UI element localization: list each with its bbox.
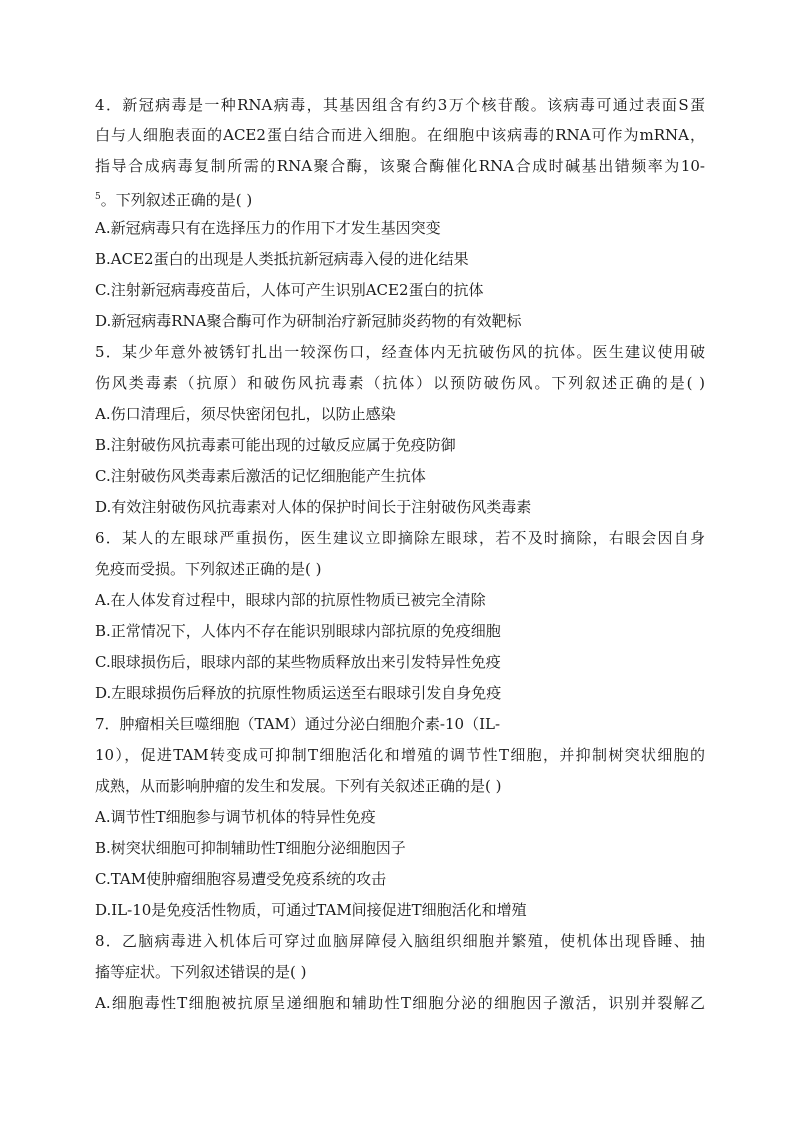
q7-option-d: D.IL-10是免疫活性物质，可通过TAM间接促进T细胞活化和增殖	[95, 901, 527, 919]
q8-line-2: 搐等症状。下列叙述错误的是( )	[95, 963, 307, 981]
q6-line-1: 6．某人的左眼球严重损伤，医生建议立即摘除左眼球，若不及时摘除，右眼会因自身	[95, 529, 705, 547]
q4-option-d: D.新冠病毒RNA聚合酶可作为研制治疗新冠肺炎药物的有效靶标	[95, 312, 522, 330]
q7-option-b: B.树突状细胞可抑制辅助性T细胞分泌细胞因子	[95, 839, 406, 857]
q5-option-c: C.注射破伤风类毒素后激活的记忆细胞能产生抗体	[95, 467, 426, 485]
q4-line-4	[95, 186, 705, 211]
q7-option-a: A.调节性T细胞参与调节机体的特异性免疫	[95, 808, 376, 826]
q5-option-d: D.有效注射破伤风抗毒素对人体的保护时间长于注射破伤风类毒素	[95, 498, 532, 516]
q7-option-c: C.TAM使肿瘤细胞容易遭受免疫系统的攻击	[95, 870, 387, 888]
q4-line-1: 4．新冠病毒是一种RNA病毒，其基因组含有约3万个核苷酸。该病毒可通过表面S蛋	[95, 96, 705, 114]
q5-option-b: B.注射破伤风抗毒素可能出现的过敏反应属于免疫防御	[95, 436, 456, 454]
q4-line-2: 白与人细胞表面的ACE2蛋白结合而进入细胞。在细胞中该病毒的RNA可作为mRNA，	[95, 126, 705, 144]
q6-option-a: A.在人体发育过程中，眼球内部的抗原性物质已被完全清除	[95, 591, 486, 609]
q4-stem-end: 。下列叙述正确的是( )	[100, 191, 253, 209]
q5-line-1: 5．某少年意外被锈钉扎出一较深伤口，经查体内无抗破伤风的抗体。医生建议使用破	[95, 343, 705, 361]
q5-option-a: A.伤口清理后，须尽快密闭包扎，以防止感染	[95, 405, 396, 423]
exponent: 5	[95, 192, 101, 202]
q6-option-b: B.正常情况下，人体内不存在能识别眼球内部抗原的免疫细胞	[95, 622, 501, 640]
q6-option-c: C.眼球损伤后，眼球内部的某些物质释放出来引发特异性免疫	[95, 653, 501, 671]
q7-line-3: 成熟，从而影响肿瘤的发生和发展。下列有关叙述正确的是( )	[95, 777, 502, 795]
q8-option-a: A.细胞毒性T细胞被抗原呈递细胞和辅助性T细胞分泌的细胞因子激活，识别并裂解乙	[95, 994, 705, 1012]
q4-option-a: A.新冠病毒只有在选择压力的作用下才发生基因突变	[95, 219, 441, 237]
q8-line-1: 8．乙脑病毒进入机体后可穿过血脑屏障侵入脑组织细胞并繁殖，使机体出现昏睡、抽	[95, 932, 705, 950]
q7-line-1: 7．肿瘤相关巨噬细胞（TAM）通过分泌白细胞介素-10（IL-	[95, 715, 501, 733]
q6-option-d: D.左眼球损伤后释放的抗原性物质运送至右眼球引发自身免疫	[95, 684, 502, 702]
q4-option-c: C.注射新冠病毒疫苗后，人体可产生识别ACE2蛋白的抗体	[95, 281, 484, 299]
q5-line-2: 伤风类毒素（抗原）和破伤风抗毒素（抗体）以预防破伤风。下列叙述正确的是( )	[95, 374, 705, 392]
q7-line-2: 10），促进TAM转变成可抑制T细胞活化和增殖的调节性T细胞，并抑制树突状细胞的	[95, 746, 705, 764]
q6-line-2: 免疫而受损。下列叙述正确的是( )	[95, 560, 322, 578]
q4-line-3: 指导合成病毒复制所需的RNA聚合酶，该聚合酶催化RNA合成时碱基出错频率为10-	[95, 157, 705, 175]
q4-option-b: B.ACE2蛋白的出现是人类抵抗新冠病毒入侵的进化结果	[95, 250, 469, 268]
